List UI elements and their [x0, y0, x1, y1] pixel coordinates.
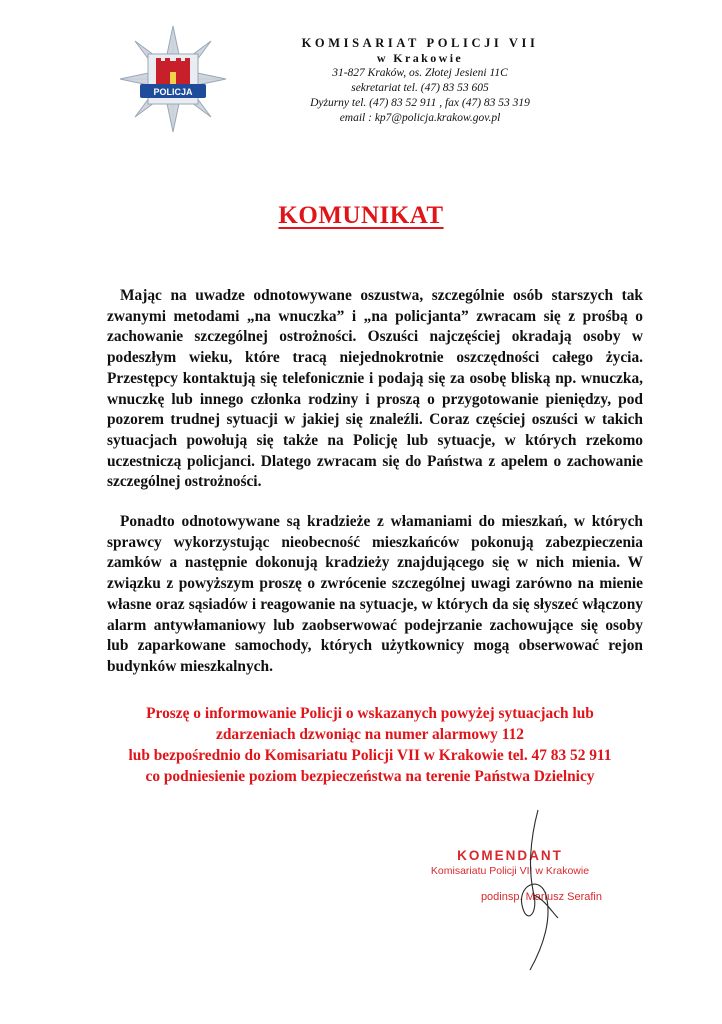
stamp-subtitle: Komisariatu Policji VII w Krakowie: [430, 865, 590, 877]
letterhead: [250, 36, 590, 126]
appeal-line-3: lub bezpośrednio do Komisariatu Policji VII w Krakowie tel. 47 83 52 911: [128, 747, 612, 764]
stamp-title: KOMENDANT: [457, 848, 563, 863]
appeal-notice: [60, 703, 680, 787]
station-email: email : kp7@policja.krakow.gov.pl: [339, 112, 501, 124]
secretariat-phone: sekretariat tel. (47) 83 53 605: [351, 82, 489, 94]
body-paragraph-1: Mając na uwadze odnotowywane oszustwa, szczególnie osób starszych tak zwanymi metodami „na wnuczka” i „na policjanta” zwracam się z prośbą o zachowanie szczególnej ostrożności. Oszuści najczęściej okradają osoby w podeszłym wieku, które tracą niejednokrotnie oszczędności całego życia. Przestępcy kontaktują się telefonicznie i podają się za osobę bliską np. wnuczka, wnuczkę lub innego członka rodziny i proszą o przygotowanie pieniędzy, pod pozorem trudnej sytuacji w jakiej się znaleźli. Coraz częściej oszuści w takich sytuacjach powołują się także na Policję lub sytuacje, w których rzekomo uczestniczą policjanci. Dlatego zwracam się do Państwa z apelem o zachowanie szczególnej ostrożności.: [107, 287, 643, 491]
document-title: KOMUNIKAT: [278, 202, 444, 229]
appeal-line-2: zdarzeniach dzwoniąc na numer alarmowy 112: [216, 726, 524, 743]
body-paragraph-2: Ponadto odnotowywane są kradzieże z włamaniami do mieszkań, w których sprawcy wykorzystując nieobecność mieszkańców pokonują zabezpieczenia zamków a następnie dokonują kradzieży znajdującego się w nich mienia. W związku z powyższym proszę o zwrócenie szczególnej uwagi zarówno na mienie własne oraz sąsiadów i reagowanie na sytuacje, w których da się słyszeć włączony alarm antywłamaniowy lub zaobserwować podejrzanie zachowujące się osoby lub zaparkowane samochody, których użytkownicy mogą obserwować rejon budynków mieszkalnych.: [107, 513, 643, 675]
appeal-line-4: co podniesienie poziom bezpieczeństwa na terenie Państwa Dzielnicy: [145, 768, 595, 785]
station-name: KOMISARIAT POLICJI VII: [301, 36, 539, 50]
document-body: [107, 286, 643, 678]
svg-text:POLICJA: POLICJA: [153, 87, 193, 97]
police-star-logo-icon: [118, 24, 228, 134]
station-city: w Krakowie: [376, 51, 464, 65]
appeal-line-1: Proszę o informowanie Policji o wskazanych powyżej sytuacjach lub: [146, 705, 594, 722]
stamp-signatory: podinsp. Mariusz Serafin: [480, 891, 602, 903]
station-address: 31-827 Kraków, os. Złotej Jesieni 11C: [332, 67, 508, 79]
duty-phone-fax: Dyżurny tel. (47) 83 52 911 , fax (47) 83 53 319: [310, 97, 530, 109]
handwritten-signature: [500, 800, 570, 980]
